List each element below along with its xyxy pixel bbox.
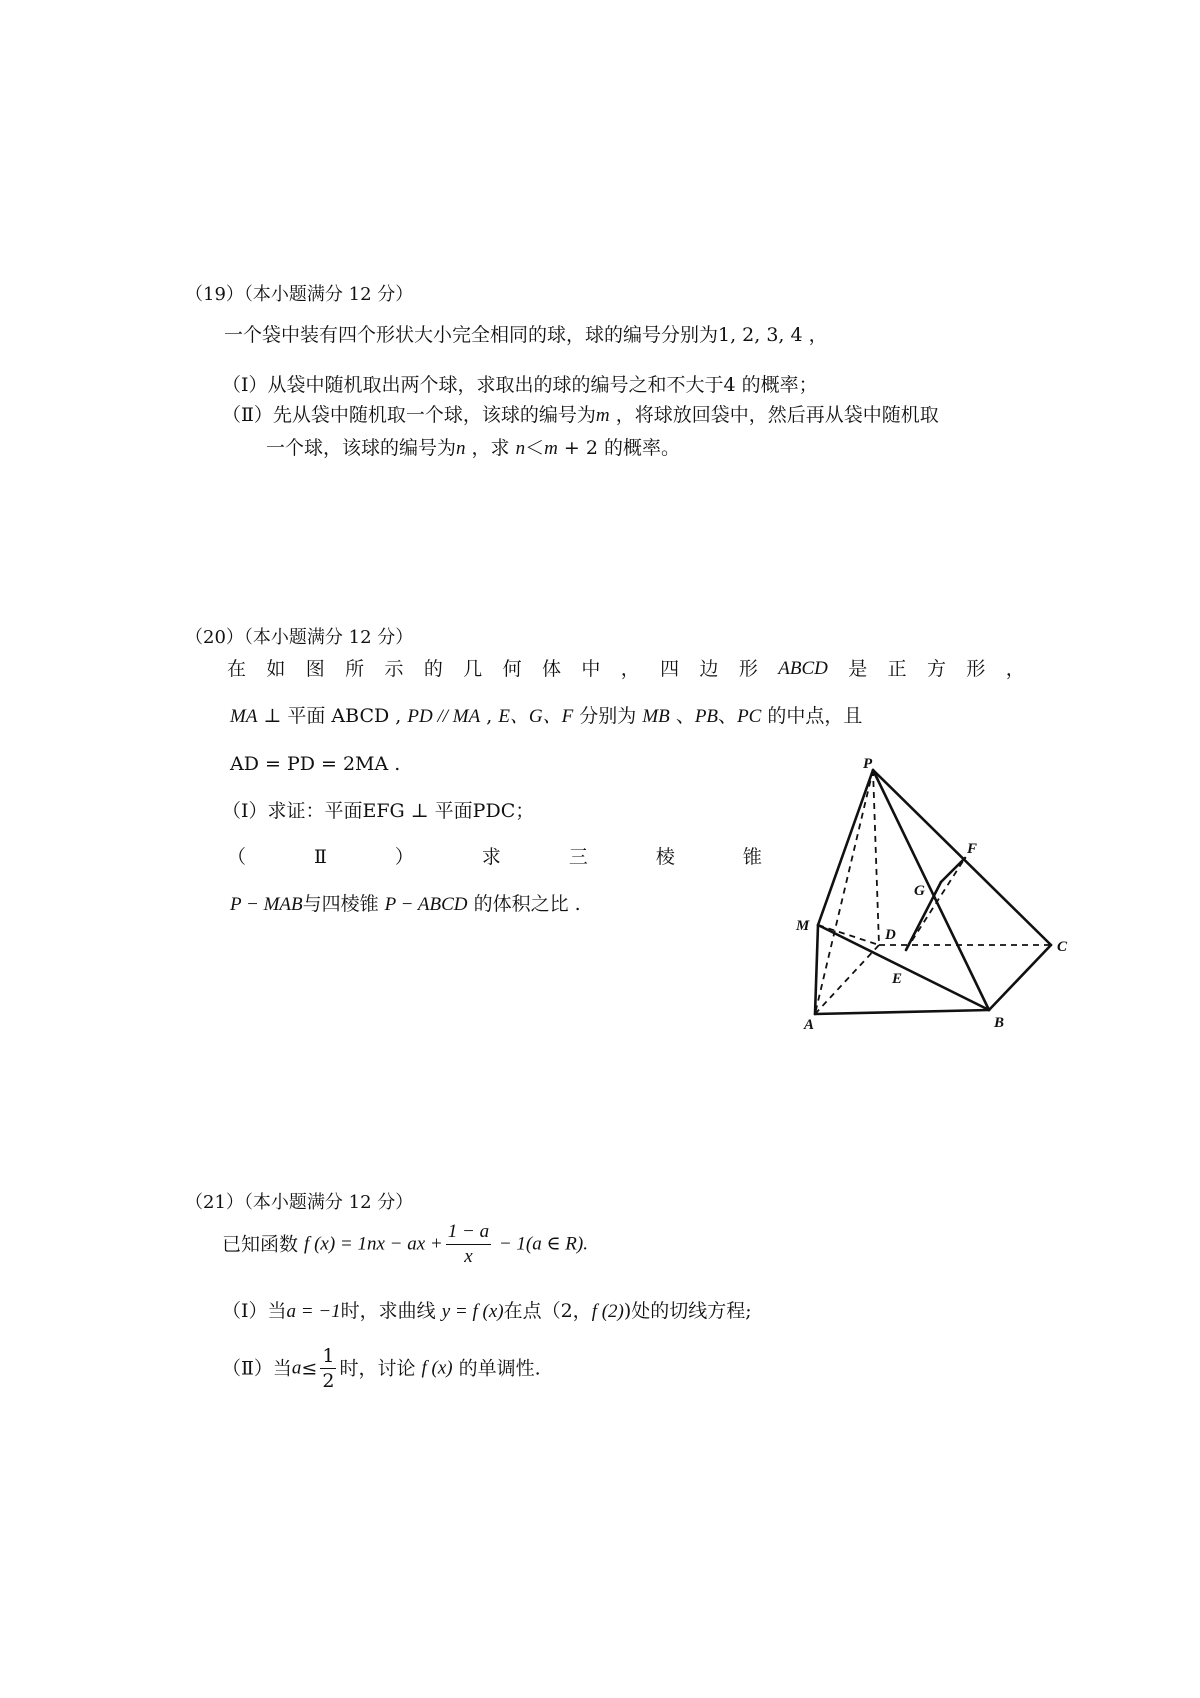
edge-PA xyxy=(815,770,873,1014)
q19-part2-line1: （Ⅱ）先从袋中随机取一个球，该球的编号为m ，将球放回袋中，然后再从袋中随机取 xyxy=(222,404,939,426)
q20-stem-char: 示 xyxy=(384,658,404,680)
q20-line3: AD = PD = 2MA . xyxy=(230,753,401,775)
q20-stem-char: 四 xyxy=(660,658,680,680)
edge-MA xyxy=(815,925,818,1014)
q20-stem-char: 体 xyxy=(542,658,562,680)
edge-MD xyxy=(818,925,879,945)
label-B: B xyxy=(994,1015,1005,1031)
edge-AB xyxy=(815,1010,989,1014)
q19-header: （19）（本小题满分 12 分） xyxy=(185,284,414,305)
label-D: D xyxy=(885,927,896,943)
q20-part2-line1 xyxy=(227,845,762,869)
q20-stem-char: 形 xyxy=(966,658,986,680)
q21-stem: 已知函数 f (x) = 1nx − ax + $\frac{1 - a}{x}$ − 1(a ∈ R). xyxy=(222,1221,588,1267)
q20-part2-char: 三 xyxy=(568,846,588,868)
q20-part1: （Ⅰ）求证：平面EFG ⊥ 平面PDC； xyxy=(222,800,535,822)
q20-stem-char: 图 xyxy=(305,658,325,680)
edge-EF xyxy=(906,858,965,950)
q19-part1: （Ⅰ）从袋中随机取出两个球，求取出的球的编号之和不大于4 的概率； xyxy=(222,374,818,396)
q20-part2-char: （ xyxy=(227,846,247,868)
label-E: E xyxy=(892,971,903,987)
q20-part2-char: 求 xyxy=(481,846,501,868)
q19-stem: 一个袋中装有四个形状大小完全相同的球，球的编号分别为1, 2, 3, 4 ， xyxy=(224,324,828,346)
edge-GF xyxy=(941,858,965,882)
q20-stem-char: 如 xyxy=(266,658,286,680)
edge-PC xyxy=(873,770,1051,945)
var-n: n xyxy=(456,438,466,459)
q20-stem-char: 的 xyxy=(423,658,443,680)
q20-stem-char: 形 xyxy=(738,658,758,680)
label-A: A xyxy=(804,1017,815,1033)
q19-part2-line2: 一个球，该球的编号为n ，求 n＜m + 2 的概率。 xyxy=(266,437,680,459)
q21-header: （21）（本小题满分 12 分） xyxy=(185,1192,414,1213)
q20-part2-char: Ⅱ xyxy=(314,846,327,868)
q20-stem-char: 在 xyxy=(227,658,247,680)
q20-stem-char: 何 xyxy=(502,658,522,680)
q20-part2-line2: P − MAB与四棱锥 P − ABCD 的体积之比 . xyxy=(230,893,581,915)
q21-part1: （Ⅰ）当a = −1时，求曲线 y = f (x)在点（2，f (2))处的切线方程; xyxy=(222,1300,752,1322)
edge-AD xyxy=(815,945,879,1014)
label-F: F xyxy=(967,841,978,857)
q20-stem-char: 所 xyxy=(345,658,365,680)
q20-part2-char: 锥 xyxy=(742,846,762,868)
q20-stem xyxy=(227,657,1025,681)
q20-part2-char: 棱 xyxy=(655,846,675,868)
q20-stem-char: 方 xyxy=(926,658,946,680)
label-M: M xyxy=(796,918,810,934)
q20-stem-char: ABCD xyxy=(778,658,828,679)
label-P: P xyxy=(863,756,873,772)
q20-stem-char: ， xyxy=(1005,658,1025,680)
label-C: C xyxy=(1057,939,1068,955)
edge-PD xyxy=(873,770,879,945)
q20-stem-char: 几 xyxy=(463,658,483,680)
var-m: m xyxy=(595,405,610,426)
pyramid-figure xyxy=(780,740,1110,1040)
edge-PB xyxy=(873,770,989,1010)
q21-part2: （Ⅱ）当a≤ $\frac{1}{2}$ 时，讨论 f (x) 的单调性. xyxy=(222,1345,541,1392)
q20-stem-char: 是 xyxy=(848,658,868,680)
edge-MB xyxy=(818,925,989,1010)
q20-part2-char: ） xyxy=(394,846,414,868)
edge-PM xyxy=(818,770,873,925)
label-G: G xyxy=(914,883,925,899)
q20-header: （20）（本小题满分 12 分） xyxy=(185,627,414,648)
q20-line2: MA ⊥ 平面 ABCD , PD // MA , E、G、F 分别为 MB 、PB、PC 的中点，且 xyxy=(230,705,863,727)
q20-stem-char: ， xyxy=(620,658,640,680)
edge-BC xyxy=(989,945,1051,1010)
q20-stem-char: 中 xyxy=(581,658,601,680)
q20-stem-char: 正 xyxy=(887,658,907,680)
q20-stem-char: 边 xyxy=(699,658,719,680)
